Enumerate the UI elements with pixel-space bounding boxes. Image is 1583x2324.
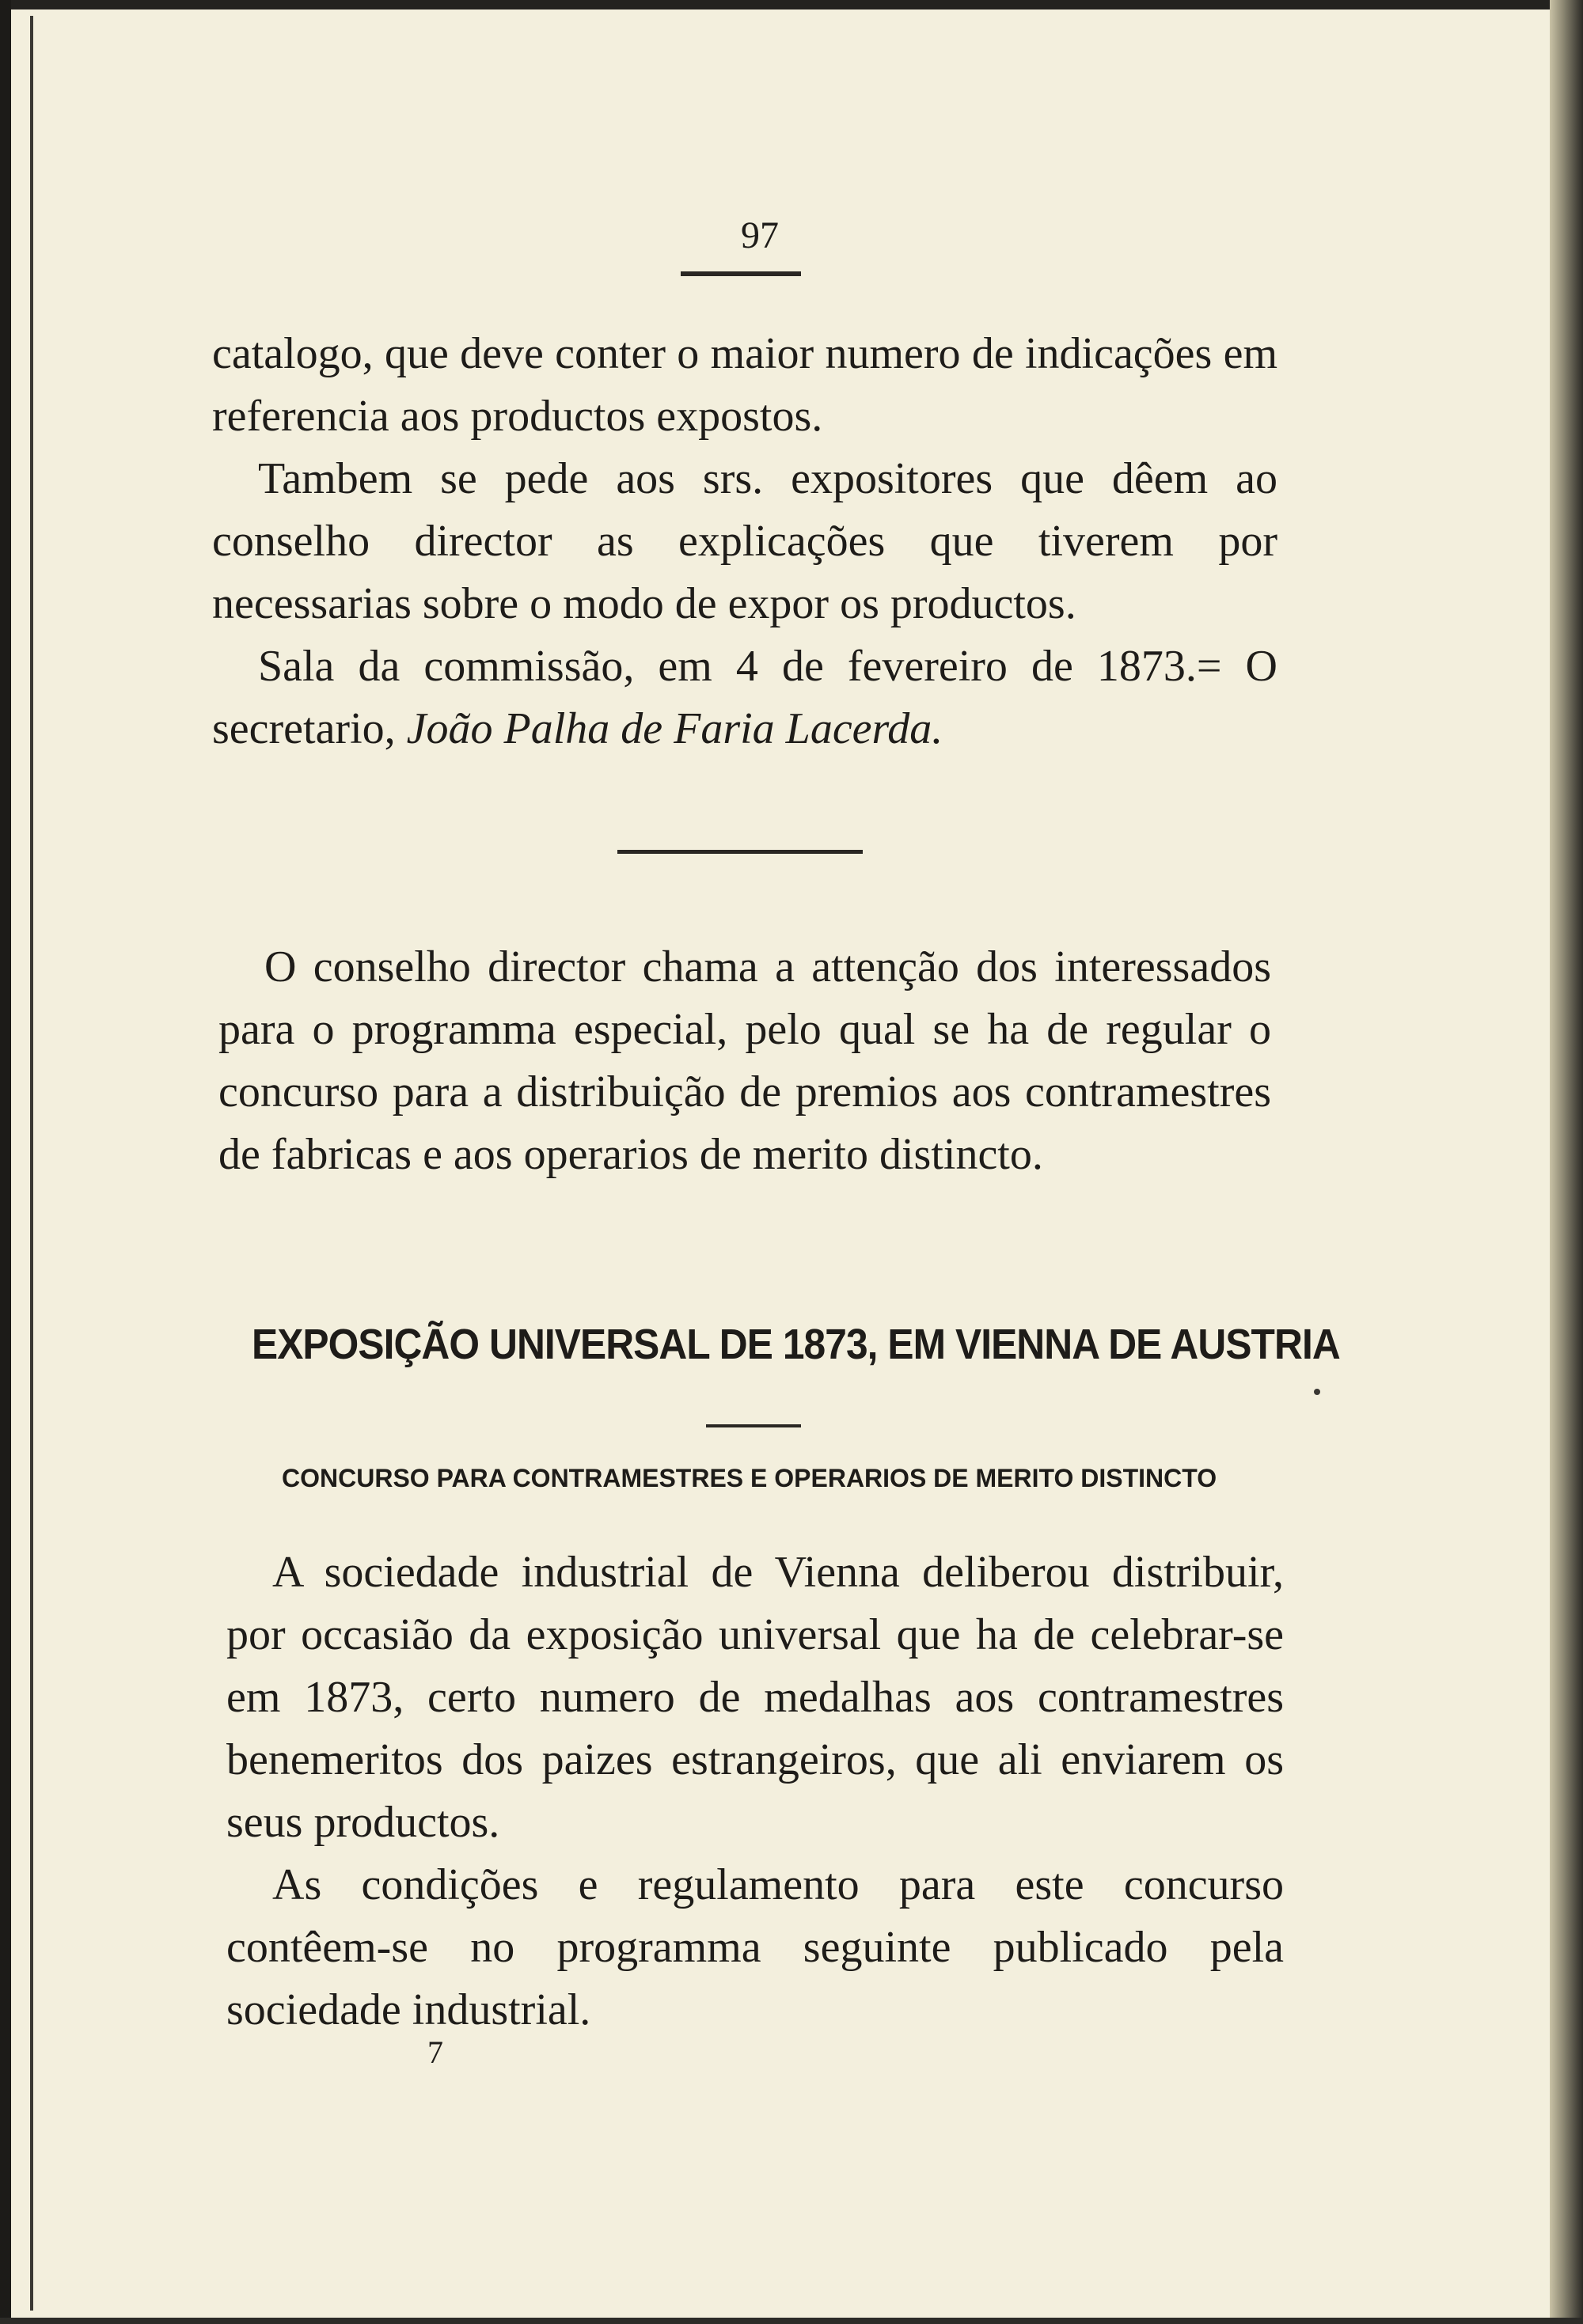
- scan-left-edge: [0, 0, 11, 2324]
- paragraph-catalogo: catalogo, que deve conter o maior numero de indicações em referencia aos productos expostos.: [212, 329, 1277, 441]
- page-number: 97: [741, 214, 779, 256]
- section-heading: EXPOSIÇÃO UNIVERSAL DE 1873, EM VIENNA DE AUSTRIA: [252, 1321, 1340, 1368]
- date-line-text: Sala da commissão, em 4 de fevereiro de 1873.= O secretario,: [212, 642, 1277, 753]
- paragraph-conselho-director: O conselho director chama a attenção dos interessados para o programma especial, pelo qual se ha de regular o concurso para a distribuição de premios aos contramestres de fabricas e aos operarios de merito distincto.: [218, 942, 1271, 1179]
- section-divider: [617, 850, 863, 854]
- heading-rule: [706, 1424, 801, 1427]
- paragraph-condicoes: As condições e regulamento para este concurso contêem-se no programma seguinte publicado pela sociedade industrial.: [226, 1860, 1284, 2034]
- scan-top-edge: [0, 0, 1583, 9]
- paragraph-sociedade-industrial: A sociedade industrial de Vienna deliberou distribuir, por occasião da exposição universal que ha de celebrar-se em 1873, certo numero de medalhas aos contramestres benemeritos dos paizes estrangeiros, que ali enviarem os seus productos.: [226, 1548, 1284, 1847]
- page-number-rule: [681, 271, 801, 276]
- binding-line: [30, 16, 33, 2311]
- printer-signature-mark: 7: [427, 2034, 443, 2070]
- secretary-signature: João Palha de Faria Lacerda.: [406, 704, 943, 753]
- scan-right-edge: [1550, 0, 1583, 2324]
- paragraph-sala-commissao: [212, 635, 1277, 760]
- scan-bottom-edge: [0, 2318, 1583, 2324]
- section-subheading: CONCURSO PARA CONTRAMESTRES E OPERARIOS DE MERITO DISTINCTO: [282, 1464, 1217, 1492]
- ink-speck: [1314, 1389, 1320, 1395]
- paragraph-expositores: Tambem se pede aos srs. expositores que dêem ao conselho director as explicações que tiverem por necessarias sobre o modo de expor os productos.: [212, 454, 1277, 628]
